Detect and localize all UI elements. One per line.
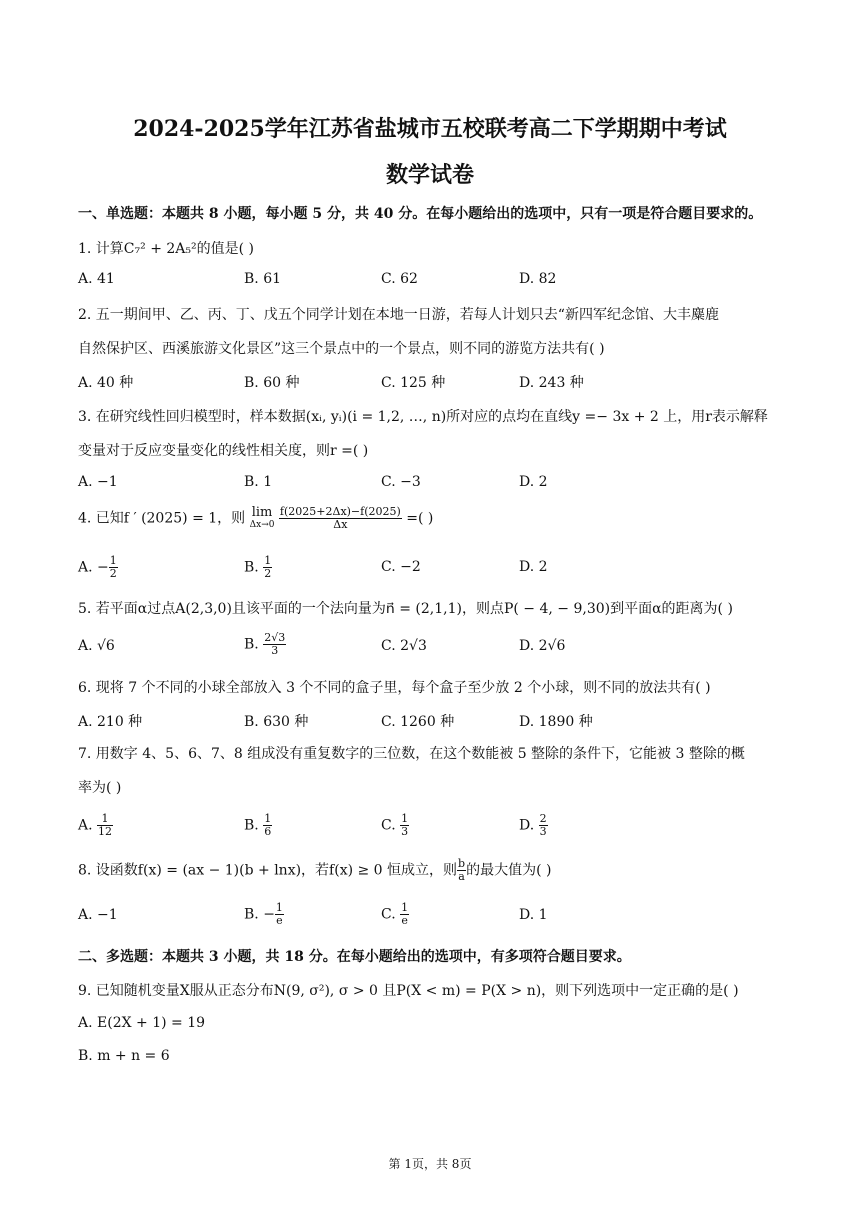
q6-option-a: A. 210 种	[78, 714, 143, 730]
q6-option-c: C. 1260 种	[381, 714, 455, 730]
q8-option-c	[381, 902, 409, 927]
question-2-stem-line2: 自然保护区、西溪旅游文化景区”这三个景点中的一个景点，则不同的游览方法共有( )	[78, 341, 605, 357]
question-6-stem: 6. 现将 7 个不同的小球全部放入 3 个不同的盒子里，每个盒子至少放 2 个小球，则不同的放法共有( )	[78, 680, 711, 696]
q8-stem-prefix: 8. 设函数f(x) = (ax − 1)(b + lnx)，若f(x) ≥ 0 恒成立，则	[78, 862, 458, 879]
q2-option-b: B. 60 种	[244, 375, 300, 391]
q7-option-d	[519, 813, 548, 838]
q8-option-b	[244, 902, 284, 927]
q8-b-den: e	[276, 914, 283, 927]
q9-option-a: A. E(2X + 1) = 19	[78, 1015, 206, 1031]
q7-option-b	[244, 813, 272, 838]
q6-option-b: B. 630 种	[244, 714, 309, 730]
question-5-stem: 5. 若平面α过点A(2,3,0)且该平面的一个法向量为n⃗ = (2,1,1)，则点P( − 4, − 9,30)到平面α的距离为( )	[78, 601, 733, 617]
q7-a-den: 12	[98, 825, 113, 838]
q8-option-a: A. −1	[78, 907, 118, 923]
q4-option-b	[244, 555, 272, 580]
q4-option-c: C. −2	[381, 559, 421, 575]
question-3-stem-line1: 3. 在研究线性回归模型时，样本数据(xᵢ, yᵢ)(i = 1,2, …, n)所对应的点均在直线y =− 3x + 2 上，用r表示解释	[78, 409, 768, 425]
q5-b-frac	[263, 632, 286, 657]
q5-b-den: 3	[271, 644, 279, 657]
section-heading-multi-choice: 二、多选题：本题共 3 小题，共 18 分。在每小题给出的选项中，有多项符合题目要求。	[78, 949, 631, 965]
q8-b-frac	[275, 902, 284, 927]
q7-a-num: 1	[97, 813, 113, 826]
q4-a-frac	[109, 555, 118, 580]
q4-frac-den: Δx	[333, 518, 348, 531]
q1-option-a: A. 41	[78, 271, 115, 287]
q5-b-prefix: B.	[244, 636, 264, 653]
q4-b-den: 2	[264, 567, 272, 580]
q4-limit-sub: Δx→0	[249, 519, 275, 530]
q5-b-num: 2√3	[264, 631, 286, 644]
q5-option-d: D. 2√6	[519, 638, 566, 654]
q4-frac-num: f(2025+2Δx)−f(2025)	[279, 505, 401, 518]
q5-option-a: A. √6	[78, 638, 115, 654]
q8-option-d: D. 1	[519, 907, 548, 923]
q8-c-prefix: C.	[381, 906, 401, 923]
question-4-stem	[78, 506, 433, 531]
q8-fraction	[457, 858, 466, 883]
q4-stem-prefix: 4. 已知f ′ (2025) = 1，则	[78, 510, 246, 527]
q2-option-d: D. 243 种	[519, 375, 584, 391]
q8-c-den: e	[401, 914, 408, 927]
q7-b-prefix: B.	[244, 817, 264, 834]
q4-b-prefix: B.	[244, 559, 264, 576]
q8-c-frac	[400, 902, 409, 927]
q7-d-num: 2	[539, 812, 547, 825]
q4-limit	[249, 504, 275, 531]
q7-option-c	[381, 813, 409, 838]
q3-option-c: C. −3	[381, 474, 421, 490]
q6-option-d: D. 1890 种	[519, 714, 593, 730]
q7-c-prefix: C.	[381, 817, 401, 834]
question-3-stem-line2: 变量对于反应变量变化的线性相关度，则r =( )	[78, 443, 369, 459]
q8-frac-num: b	[458, 857, 466, 870]
exam-title: 2024-2025学年江苏省盐城市五校联考高二下学期期中考试	[133, 116, 727, 142]
q4-a-den: 2	[109, 567, 117, 580]
q1-option-b: B. 61	[244, 271, 282, 287]
q4-fraction	[279, 506, 402, 531]
q7-a-prefix: A.	[78, 817, 98, 834]
q5-option-b	[244, 632, 286, 657]
q8-b-prefix: B. −	[244, 906, 275, 923]
question-1-stem: 1. 计算C₇² + 2A₅²的值是( )	[78, 241, 254, 257]
q3-option-d: D. 2	[519, 474, 548, 490]
q4-option-d: D. 2	[519, 559, 548, 575]
q1-option-d: D. 82	[519, 271, 557, 287]
question-8-stem	[78, 858, 551, 883]
q4-option-a	[78, 555, 118, 580]
q2-option-a: A. 40 种	[78, 375, 134, 391]
q4-b-frac	[263, 555, 272, 580]
q4-b-num: 1	[264, 554, 272, 567]
q7-c-num: 1	[401, 812, 409, 825]
q8-frac-den: a	[458, 870, 465, 883]
q1-option-c: C. 62	[381, 271, 418, 287]
q5-option-c: C. 2√3	[381, 638, 427, 654]
q2-option-c: C. 125 种	[381, 375, 446, 391]
question-7-stem-line1: 7. 用数字 4、5、6、7、8 组成没有重复数字的三位数，在这个数能被 5 整除的条件下，它能被 3 整除的概	[78, 746, 745, 762]
q7-c-den: 3	[401, 825, 409, 838]
q7-a-frac	[97, 813, 113, 838]
question-2-stem-line1: 2. 五一期间甲、乙、丙、丁、戊五个同学计划在本地一日游，若每人计划只去“新四军纪念馆、大丰麋鹿	[78, 307, 719, 323]
q4-stem-suffix: =( )	[406, 510, 434, 527]
q8-c-num: 1	[401, 901, 409, 914]
question-9-stem: 9. 已知随机变量X服从正态分布N(9, σ²), σ > 0 且P(X < m) = P(X > n)，则下列选项中一定正确的是( )	[78, 983, 739, 999]
q7-d-den: 3	[539, 825, 547, 838]
q7-c-frac	[400, 813, 409, 838]
q9-option-b: B. m + n = 6	[78, 1048, 170, 1064]
q3-option-b: B. 1	[244, 474, 273, 490]
question-7-stem-line2: 率为( )	[78, 780, 122, 796]
q7-option-a	[78, 813, 113, 838]
q7-b-frac	[263, 813, 272, 838]
q7-d-frac	[539, 813, 548, 838]
q7-b-den: 6	[264, 825, 272, 838]
q4-a-num: 1	[109, 554, 117, 567]
q8-stem-suffix: 的最大值为( )	[466, 862, 552, 879]
q8-b-num: 1	[275, 901, 283, 914]
q4-limit-label: lim	[251, 504, 273, 520]
exam-subtitle: 数学试卷	[385, 162, 474, 188]
q7-d-prefix: D.	[519, 817, 539, 834]
section-heading-single-choice: 一、单选题：本题共 8 小题，每小题 5 分，共 40 分。在每小题给出的选项中，只有一项是符合题目要求的。	[78, 206, 763, 222]
q3-option-a: A. −1	[78, 474, 118, 490]
q7-b-num: 1	[264, 812, 272, 825]
page-footer: 第 1页，共 8页	[388, 1157, 472, 1171]
q4-a-prefix: A. −	[78, 559, 109, 576]
